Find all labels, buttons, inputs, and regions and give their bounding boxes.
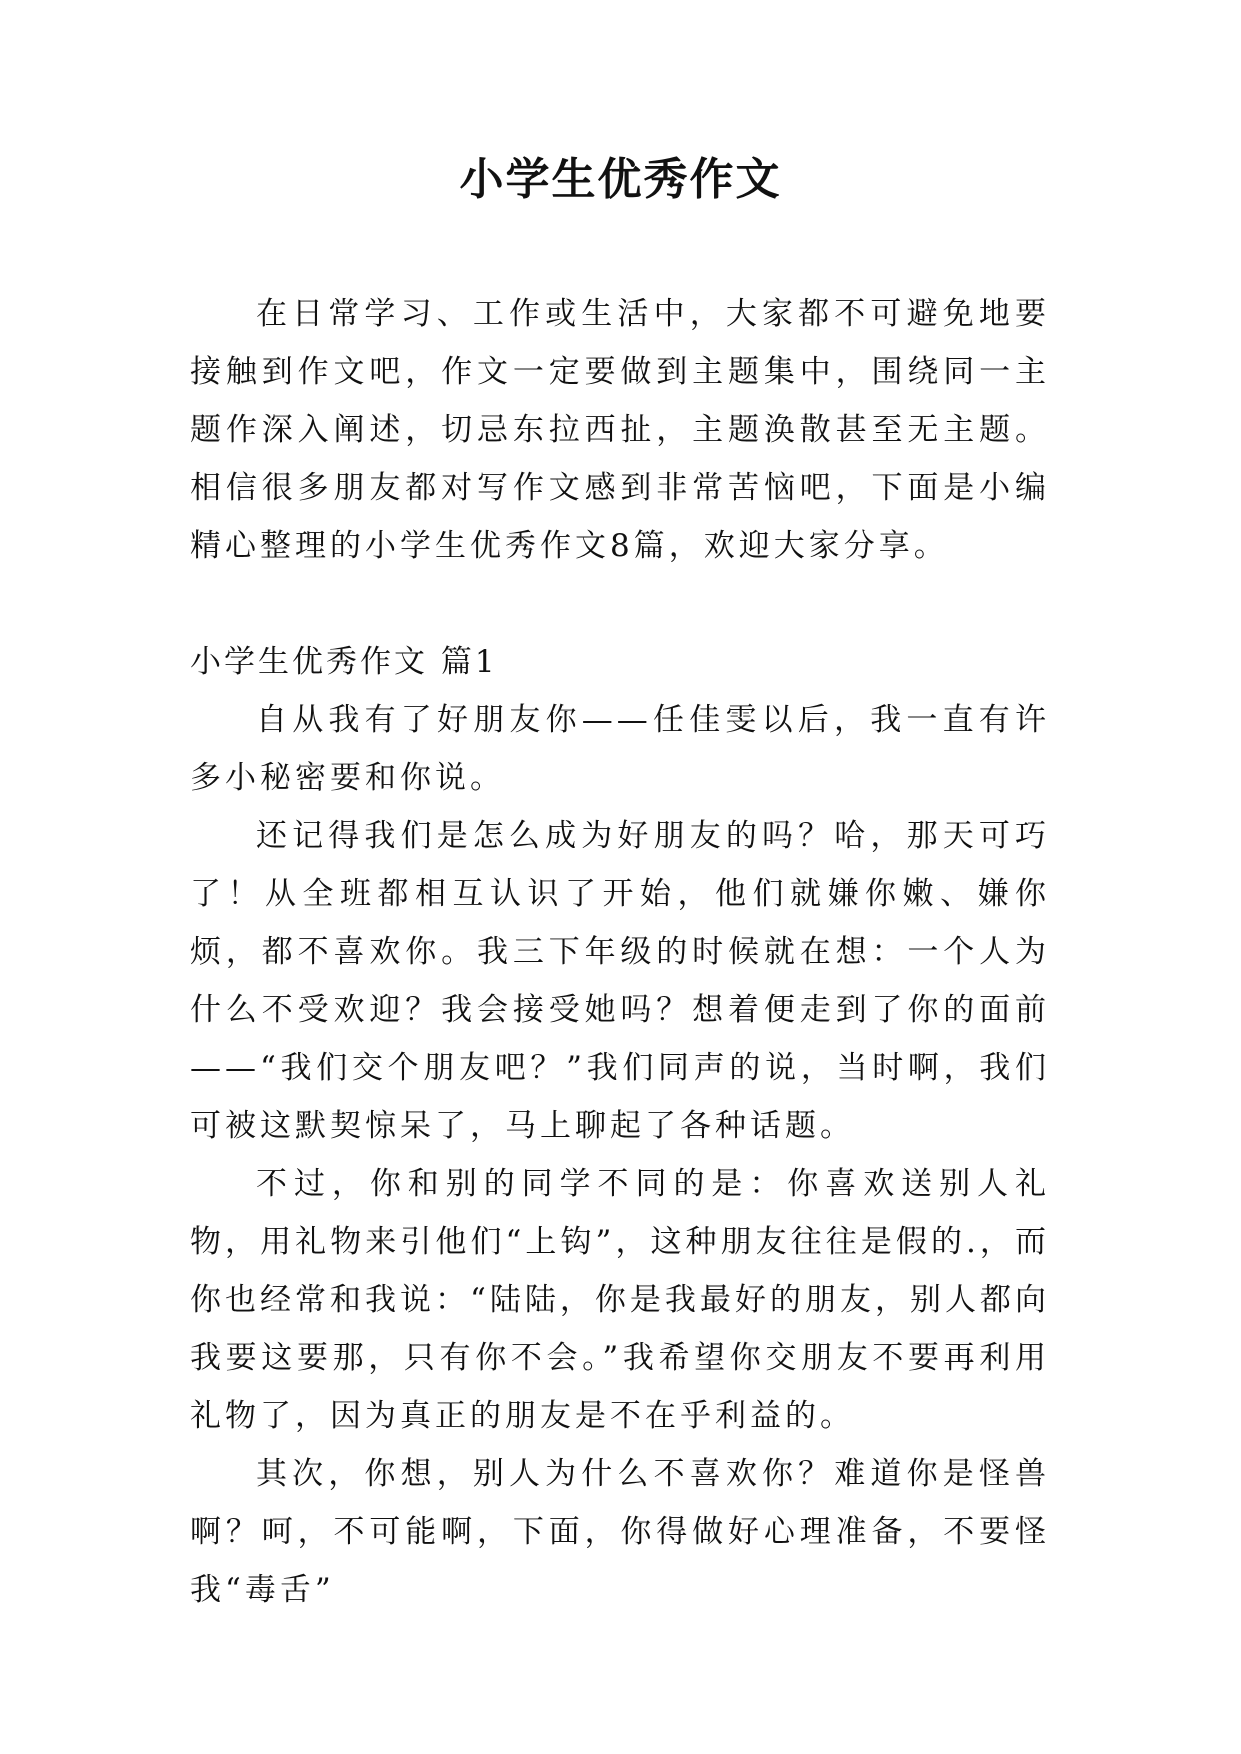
body-paragraph: 不过，你和别的同学不同的是：你喜欢送别人礼物，用礼物来引他们“上钩”，这种朋友往往是假的.，而你也经常和我说：“陆陆，你是我最好的朋友，别人都向我要这要那，只有你不会。”我希望你交朋友不要再利用礼物了，因为真正的朋友是不在乎利益的。 <box>190 1166 1050 1434</box>
section-heading: 小学生优秀作文 篇1 <box>190 644 498 680</box>
intro-paragraph: 在日常学习、工作或生活中，大家都不可避免地要接触到作文吧，作文一定要做到主题集中，围绕同一主题作深入阐述，切忌东拉西扯，主题涣散甚至无主题。相信很多朋友都对写作文感到非常苦恼吧，下面是小编精心整理的小学生优秀作文8篇，欢迎大家分享。 <box>190 296 1050 564</box>
body-paragraph: 还记得我们是怎么成为好朋友的吗？哈，那天可巧了！从全班都相互认识了开始，他们就嫌你嫩、嫌你烦，都不喜欢你。我三下年级的时候就在想：一个人为什么不受欢迎？我会接受她吗？想着便走到了你的面前——“我们交个朋友吧？”我们同声的说，当时啊，我们可被这默契惊呆了，马上聊起了各种话题。 <box>190 818 1050 1144</box>
document-title: 小学生优秀作文 <box>459 154 782 205</box>
body-paragraph: 自从我有了好朋友你——任佳雯以后，我一直有许多小秘密要和你说。 <box>190 702 1050 796</box>
body-paragraph: 其次，你想，别人为什么不喜欢你？难道你是怪兽啊？呵，不可能啊，下面，你得做好心理准备，不要怪我“毒舌” <box>190 1456 1050 1608</box>
document-body <box>190 285 1050 1619</box>
